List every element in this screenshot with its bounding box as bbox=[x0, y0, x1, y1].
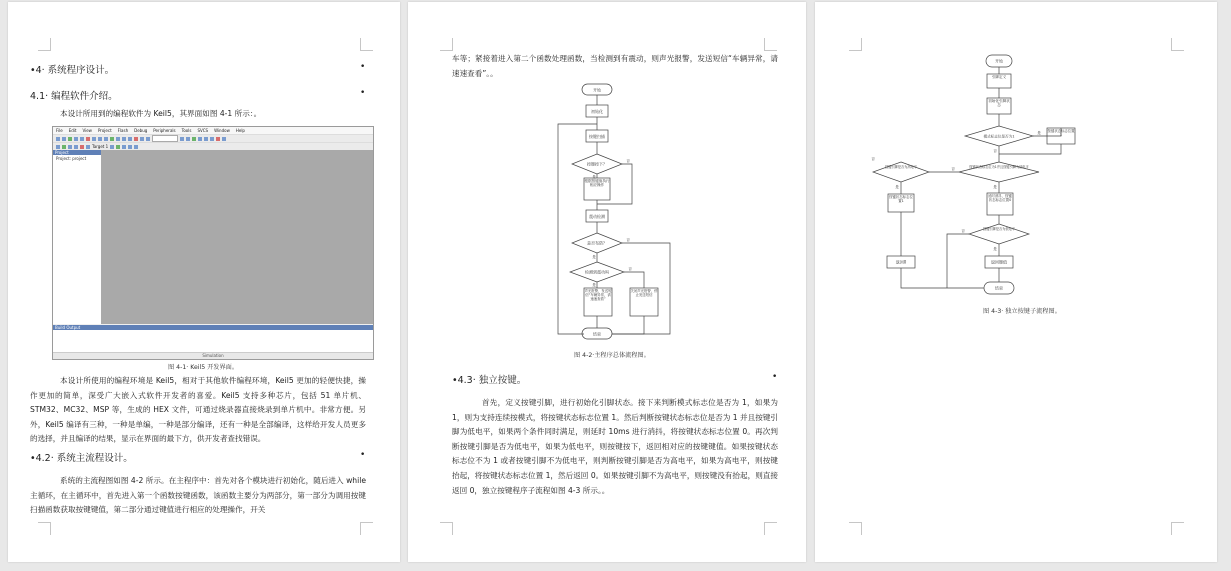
figure-4-1-caption: 图 4-1· Keil5 开发界面。 bbox=[168, 364, 239, 371]
flow-no-label: 否 bbox=[628, 267, 632, 271]
flow-set-flag-1: 按键状态标志位置1 bbox=[1047, 129, 1075, 138]
flow-handle-key: 根据按键值执行相应操作 bbox=[584, 179, 610, 188]
ide-menu-item: Help bbox=[235, 128, 245, 133]
ide-menu-item: Edit bbox=[68, 128, 77, 133]
flow-yes-label: 是 bbox=[592, 283, 596, 287]
flow-yes-label: 是 bbox=[1037, 131, 1041, 135]
flow-flag-and-low: 按键状态标志位为1并且按键引脚为低电平 bbox=[969, 165, 1029, 169]
page-corner-mark bbox=[38, 522, 51, 535]
flow-pin-low: 按键引脚是否为低电平 bbox=[983, 227, 1015, 231]
ide-menu-item: Project bbox=[97, 128, 112, 133]
page-corner-mark bbox=[764, 38, 777, 51]
ide-menu-bar bbox=[53, 127, 373, 134]
marker-dot: • bbox=[772, 372, 778, 382]
page2-top-paragraph: 车等；紧接着进入第二个函数处理函数，当检测到有震动，则声光报警，发送短信“车辆异常，请速速查看”。。 bbox=[452, 54, 778, 78]
ide-status-bar: Simulation bbox=[53, 352, 373, 359]
flow-start: 开始 bbox=[593, 87, 601, 93]
page-2 bbox=[408, 2, 806, 562]
page-1 bbox=[8, 2, 400, 562]
heading-4-3: •4.3· 独立按键。 bbox=[452, 375, 527, 386]
editor-area bbox=[102, 150, 373, 324]
marker-dot: • bbox=[360, 450, 366, 460]
flow-no-label: 否 bbox=[951, 167, 955, 171]
flow-set-flag-2: 按键状态标志位置1 bbox=[889, 195, 913, 204]
page-corner-mark bbox=[1171, 522, 1184, 535]
project-panel bbox=[53, 150, 102, 324]
flow-pin-high: 按键引脚是否为高电平 bbox=[885, 165, 917, 169]
ide-menu-item: Debug bbox=[134, 128, 148, 133]
page-corner-mark bbox=[1171, 38, 1184, 51]
flow-yes-label: 是 bbox=[993, 247, 997, 251]
flow-key-pressed: 按键按下？ bbox=[587, 161, 607, 167]
main-flowchart bbox=[548, 82, 678, 344]
main-flow-paragraph: 系统的主流程图如图 4-2 所示。在主程序中：首先对各个模块进行初始化，随后进入 while 主循环，在主循环中，首先进入第一个函数按键函数，该函数主要分为两部分，第一部分为调用按键扫描函数获取按键键值，第二部分通过键值进行相应的处理操作，开关 bbox=[30, 476, 366, 515]
project-tree-item: Project: project bbox=[56, 156, 87, 161]
target-label: Target 1 bbox=[92, 144, 109, 149]
build-output-title: Build Output bbox=[53, 325, 373, 330]
flow-key-scan: 按键扫描 bbox=[589, 134, 605, 139]
page-corner-mark bbox=[440, 522, 453, 535]
flow-alarm: 声光报警，发送短信“车辆异常，请速速查看” bbox=[584, 289, 612, 302]
flow-pin-init: 初始化引脚状态 bbox=[988, 99, 1010, 108]
page-corner-mark bbox=[764, 522, 777, 535]
flow-init: 初始化 bbox=[591, 109, 603, 114]
key-flowchart bbox=[867, 52, 1107, 300]
flow-no-label: 否 bbox=[626, 238, 630, 242]
key-paragraph: 首先，定义按键引脚，进行初始化引脚状态。接下来判断模式标志位是否为 1，如果为 1，则为支持连续按模式，将按键状态标志位置 1。然后判断按键状态标志位是否为 1 并且按键引脚为低电平，如果两个条件同时满足，则延时 10ms 进行消抖，将按键状态标志位置 0。再次判断按键引脚是否为低电平，如果为低电平，则按键按下，返回相对应的按键键值。如果按键状态标志位不为 1 或者按键引脚不为低电平，则判断按键引脚是否为高电平，如果为高电平，则按键抬起，将按键状态标志位置 1，然后返回 0。如果按键引脚不为高电平，则按键没有抬起，则直接返回 0，独立按键程序子流程如图 4-3 所示。。 bbox=[452, 398, 778, 495]
flow-return-key: 返回键值 bbox=[991, 259, 1007, 265]
flow-shake-detected: 检测到震动吗 bbox=[585, 269, 609, 275]
ide-menu-item: Peripherals bbox=[153, 128, 176, 133]
ide-toolbar-1 bbox=[53, 134, 373, 142]
keil5-screenshot bbox=[52, 126, 374, 360]
flow-no-label: 否 bbox=[961, 229, 965, 233]
heading-4-2: •4.2· 系统主流程设计。 bbox=[30, 453, 133, 464]
flow-yes-label: 是 bbox=[895, 185, 899, 189]
figure-4-3-caption: 图 4-3· 独立按键子流程图。 bbox=[983, 308, 1061, 315]
flow-no-label: 否 bbox=[626, 159, 630, 163]
ide-menu-item: Tools bbox=[181, 128, 192, 133]
flow-yes-label: 是 bbox=[592, 255, 596, 259]
ide-menu-item: Flash bbox=[117, 128, 129, 133]
figure-4-2-caption: 图 4-2·主程序总体流程图。 bbox=[574, 352, 650, 359]
page-3 bbox=[815, 2, 1217, 562]
ide-menu-item: File bbox=[56, 128, 63, 133]
ide-toolbar-2 bbox=[53, 142, 373, 150]
page-corner-mark bbox=[38, 38, 51, 51]
ide-menu-item: View bbox=[82, 128, 92, 133]
page-corner-mark bbox=[360, 522, 373, 535]
marker-dot: • bbox=[360, 62, 366, 72]
flow-mode-flag: 模式标志位是否为1 bbox=[983, 134, 1015, 139]
keil-paragraph: 本设计所使用的编程环境是 Keil5，相对于其他软件编程环境，Keil5 更加的轻便快捷，操作更加的简单，深受广大嵌入式软件开发者的喜爱。Keil5 支持多种芯片，包括 51 单片机、STM32、MC32、MSP 等，生成的 HEX 文件，可通过烧录器直接烧录到单片机中。非常方便。另外，Keil5 编译有三种，一种是单编，一种是部分编译，还有一种是全部编译，这样给开发人员更多的选择，并且编译的结果，显示在界面的最下方，供开发者查找错误。 bbox=[30, 376, 366, 444]
flow-no-label: 否 bbox=[871, 157, 875, 161]
intro-paragraph: 本设计所用到的编程软件为 Keil5，其界面如图 4-1 所示：。 bbox=[60, 109, 262, 118]
flow-no-label: 否 bbox=[993, 149, 997, 153]
flow-end: 结束 bbox=[995, 285, 1003, 291]
flow-debounce: 延时消抖，按键状态标志位置0 bbox=[988, 194, 1012, 203]
flow-start: 开始 bbox=[995, 58, 1003, 64]
flow-yes-label: 是 bbox=[592, 175, 596, 179]
flow-shake-detect: 震动检测 bbox=[589, 214, 605, 219]
heading-4-1: 4.1· 编程软件介绍。 bbox=[30, 91, 118, 102]
flow-pin-define: 引脚定义 bbox=[991, 75, 1007, 79]
flow-stop-alarm: 关闭声光报警，停止发送短信 bbox=[630, 289, 658, 298]
heading-4: •4· 系统程序设计。 bbox=[30, 65, 115, 76]
build-output-panel bbox=[53, 330, 373, 352]
flow-yes-label: 是 bbox=[993, 185, 997, 189]
flow-armed: 是否布防？ bbox=[587, 240, 607, 246]
flow-end: 结束 bbox=[593, 331, 601, 337]
ide-menu-item: SVCS bbox=[197, 128, 209, 133]
marker-dot: • bbox=[360, 88, 366, 98]
flow-return-0: 返回0 bbox=[895, 259, 907, 265]
page-corner-mark bbox=[360, 38, 373, 51]
project-panel-title: Project bbox=[53, 150, 101, 155]
page-corner-mark bbox=[440, 38, 453, 51]
ide-menu-item: Window bbox=[214, 128, 230, 133]
page-corner-mark bbox=[849, 38, 862, 51]
page-corner-mark bbox=[849, 522, 862, 535]
